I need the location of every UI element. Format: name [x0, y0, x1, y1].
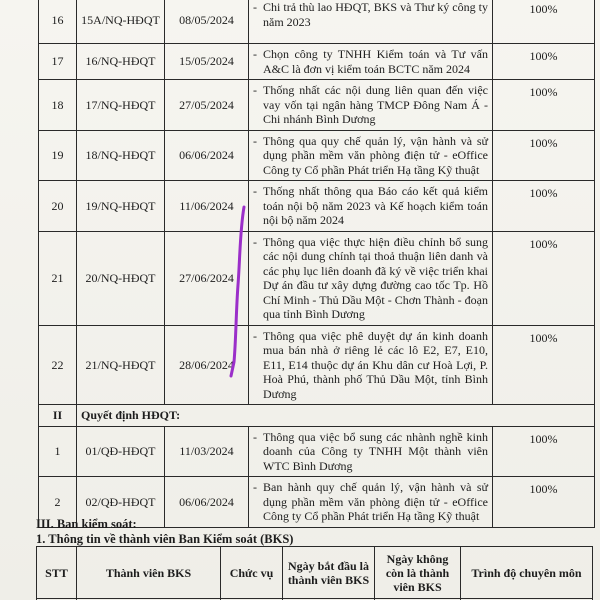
row-stt: 18	[39, 80, 77, 131]
resolution-number: 16/NQ-HĐQT	[77, 44, 165, 80]
decision-number: 01/QĐ-HĐQT	[77, 426, 165, 477]
section-title: Quyết định HĐQT:	[77, 405, 595, 427]
row-stt: 21	[39, 231, 77, 325]
section-number: II	[39, 405, 77, 427]
row-stt: 22	[39, 325, 77, 405]
table-row	[39, 44, 595, 80]
table-row	[39, 325, 595, 405]
approval-rate: 100%	[493, 426, 595, 477]
resolutions-table	[38, 0, 595, 528]
table-row	[39, 426, 595, 477]
decision-date: 06/06/2024	[165, 477, 249, 528]
column-header: Trình độ chuyên môn	[461, 547, 593, 599]
column-header: Thành viên BKS	[77, 547, 221, 599]
resolution-content: - Chi trả thù lao HĐQT, BKS và Thư ký công ty năm 2023	[253, 0, 488, 29]
decision-date: 11/03/2024	[165, 426, 249, 477]
resolution-date: 28/06/2024	[165, 325, 249, 405]
approval-rate: 100%	[493, 80, 595, 131]
table-row	[39, 181, 595, 232]
approval-rate: 100%	[493, 130, 595, 181]
column-header: Ngày bắt đầu là thành viên BKS	[283, 547, 375, 599]
row-stt: 20	[39, 181, 77, 232]
resolution-content: - Thống nhất thông qua Báo cáo kết quả kiểm toán nội bộ năm 2023 và Kế hoạch kiểm toán nội bộ năm 2024	[253, 184, 488, 228]
table-row	[39, 0, 595, 44]
column-header: Chức vụ	[221, 547, 283, 599]
table-header-row	[37, 547, 593, 599]
approval-rate: 100%	[493, 0, 595, 44]
supervisory-board-table	[36, 546, 593, 600]
resolution-date: 11/06/2024	[165, 181, 249, 232]
approval-rate: 100%	[493, 181, 595, 232]
section-subheading: 1. Thông tin về thành viên Ban Kiểm soát (BKS)	[36, 532, 294, 546]
approval-rate: 100%	[493, 477, 595, 528]
resolution-number: 20/NQ-HĐQT	[77, 231, 165, 325]
decision-content: - Ban hành quy chế quản lý, vận hành và sử dụng phần mềm văn phòng điện tử - eOffice Công ty Cổ phần Phát triển Hạ tầng Kỹ thuật	[253, 480, 488, 524]
resolution-date: 15/05/2024	[165, 44, 249, 80]
column-header: Ngày không còn là thành viên BKS	[375, 547, 461, 599]
resolution-number: 15A/NQ-HĐQT	[77, 0, 165, 44]
resolution-date: 08/05/2024	[165, 0, 249, 44]
approval-rate: 100%	[493, 231, 595, 325]
row-stt: 16	[39, 0, 77, 44]
section-header-row	[39, 405, 595, 427]
resolution-content: - Thông qua việc phê duyệt dự án kinh doanh mua bán nhà ở riêng lẻ các lô E2, E7, E10, E11, E14 thuộc dự án Khu dân cư Hoà Lợi, P. Hoà Phú, thành phố Thủ Dầu Một, tỉnh Bình Dương	[253, 329, 488, 402]
row-stt: 2	[39, 477, 77, 528]
resolution-number: 19/NQ-HĐQT	[77, 181, 165, 232]
resolution-content: - Chọn công ty TNHH Kiểm toán và Tư vấn A&C là đơn vị kiểm toán BCTC năm 2024	[253, 47, 488, 76]
resolution-date: 06/06/2024	[165, 130, 249, 181]
table-row	[39, 80, 595, 131]
column-header: STT	[37, 547, 77, 599]
resolution-number: 18/NQ-HĐQT	[77, 130, 165, 181]
table-row	[39, 130, 595, 181]
approval-rate: 100%	[493, 44, 595, 80]
resolution-content: - Thông qua quy chế quản lý, vận hành và sử dụng phần mềm văn phòng điện tử - eOffice Công ty Cổ phần Phát triển Hạ tầng Kỹ thuật	[253, 134, 488, 178]
resolution-content: - Thống nhất các nội dung liên quan đến việc vay vốn tại ngân hàng TMCP Đông Nam Á - Chi nhánh Bình Dương	[253, 83, 488, 127]
row-stt: 17	[39, 44, 77, 80]
approval-rate: 100%	[493, 325, 595, 405]
decision-number: 02/QĐ-HĐQT	[77, 477, 165, 528]
section-heading: III. Ban kiểm soát:	[36, 517, 137, 531]
resolution-content: - Thông qua việc thực hiện điều chỉnh bổ sung các nội dung chính tại thoả thuận liên danh và các phụ lục liên doanh đã ký về việc triển khai Dự án đầu tư xây dựng đường cao tốc Tp. Hồ Chí Minh - Thủ Dầu Một - Chơn Thành - đoạn qua tỉnh Bình Dương	[253, 235, 488, 322]
resolution-number: 17/NQ-HĐQT	[77, 80, 165, 131]
resolution-date: 27/05/2024	[165, 80, 249, 131]
resolution-number: 21/NQ-HĐQT	[77, 325, 165, 405]
decision-content: - Thông qua việc bổ sung các nhành nghề kinh doanh của Công ty TNHH Một thành viên WTC Bình Dương	[253, 430, 488, 474]
resolution-date: 27/06/2024	[165, 231, 249, 325]
row-stt: 19	[39, 130, 77, 181]
row-stt: 1	[39, 426, 77, 477]
table-row	[39, 231, 595, 325]
